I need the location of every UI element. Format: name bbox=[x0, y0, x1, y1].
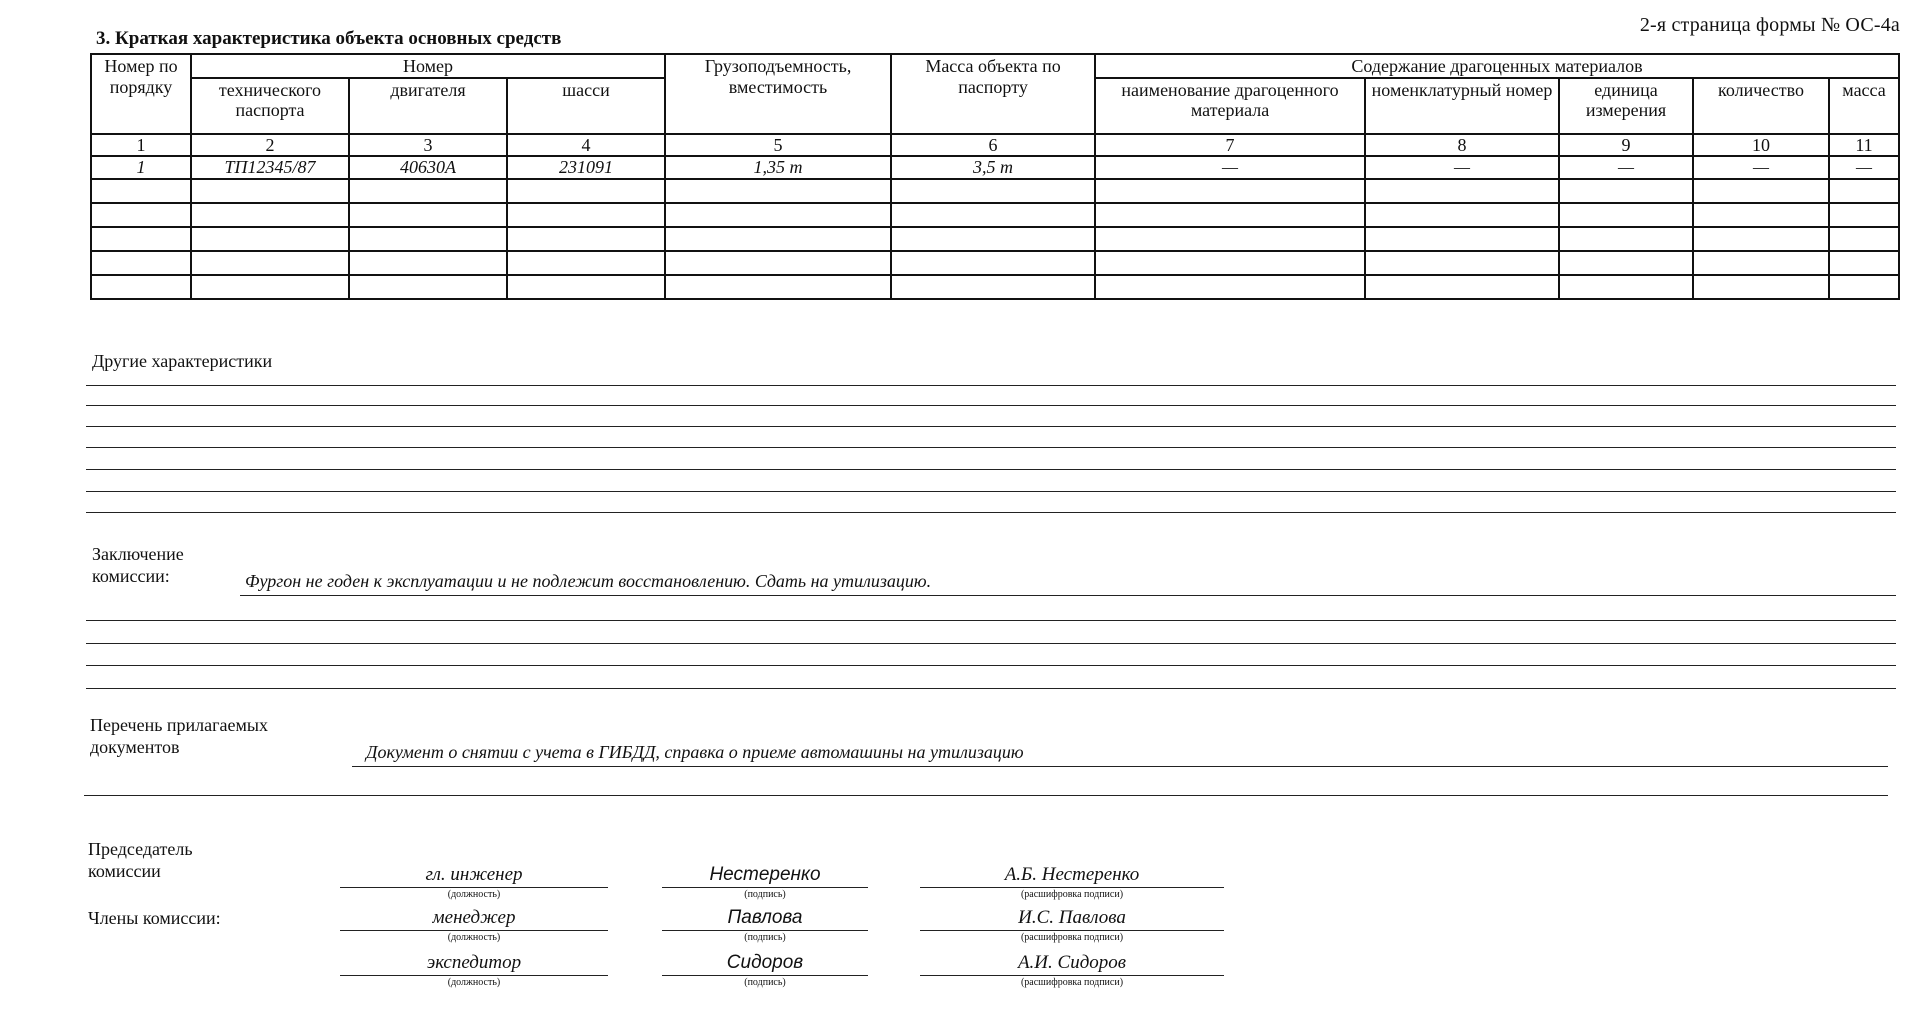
member2-name: А.И. Сидоров bbox=[920, 951, 1224, 976]
cell-unit: — bbox=[1559, 156, 1693, 179]
cell-precious-mass: — bbox=[1829, 156, 1899, 179]
blank-line bbox=[86, 620, 1896, 621]
member2-signature-field bbox=[662, 951, 868, 989]
blank-line bbox=[86, 512, 1896, 513]
blank-line bbox=[86, 385, 1896, 386]
member1-position-field bbox=[340, 906, 608, 944]
column-number: 3 bbox=[349, 134, 507, 157]
table-row bbox=[91, 251, 1899, 275]
section-title: 3. Краткая характеристика объекта основных средств bbox=[96, 28, 562, 49]
blank-line bbox=[352, 766, 1888, 767]
documents-label-line1: Перечень прилагаемых bbox=[90, 715, 268, 735]
chairman-label-line2: комиссии bbox=[88, 861, 161, 881]
chairman-name: А.Б. Нестеренко bbox=[920, 863, 1224, 888]
table-row bbox=[91, 203, 1899, 227]
blank-line bbox=[86, 643, 1896, 644]
chairman-position-field bbox=[340, 863, 608, 901]
conclusion-label bbox=[92, 543, 184, 587]
conclusion-text: Фургон не годен к эксплуатации и не подлежит восстановлению. Сдать на утилизацию. bbox=[245, 571, 932, 591]
members-label: Члены комиссии: bbox=[88, 908, 221, 928]
header-engine: двигателя bbox=[349, 78, 507, 134]
blank-line bbox=[86, 491, 1896, 492]
blank-line bbox=[240, 595, 1896, 596]
header-mass: Масса объекта по паспорту bbox=[891, 54, 1095, 134]
cell-chassis: 231091 bbox=[507, 156, 665, 179]
column-number-row bbox=[91, 134, 1899, 157]
cell-tech-passport: ТП12345/87 bbox=[191, 156, 349, 179]
signature-caption: (подпись) bbox=[744, 932, 786, 943]
decode-caption: (расшифровка подписи) bbox=[1020, 977, 1124, 988]
documents-label-line2: документов bbox=[90, 737, 180, 757]
header-number-group: Номер bbox=[191, 54, 665, 78]
table-row bbox=[91, 156, 1899, 179]
member2-position: экспедитор bbox=[340, 951, 608, 976]
column-number: 6 bbox=[891, 134, 1095, 157]
column-number: 2 bbox=[191, 134, 349, 157]
blank-line bbox=[86, 426, 1896, 427]
cell-engine: 40630А bbox=[349, 156, 507, 179]
header-nomenclature: номенклатурный номер bbox=[1365, 78, 1559, 134]
documents-label bbox=[90, 714, 268, 758]
member1-signature-field bbox=[662, 906, 868, 944]
blank-line bbox=[86, 688, 1896, 689]
column-number: 1 bbox=[91, 134, 191, 157]
column-number: 5 bbox=[665, 134, 891, 157]
signature-caption: (подпись) bbox=[744, 889, 786, 900]
header-chassis: шасси bbox=[507, 78, 665, 134]
documents-text: Документ о снятии с учета в ГИБДД, справка о приеме автомашины на утилизацию bbox=[366, 742, 1024, 762]
chairman-name-field bbox=[920, 863, 1224, 901]
column-number: 11 bbox=[1829, 134, 1899, 157]
column-number: 7 bbox=[1095, 134, 1365, 157]
blank-line bbox=[84, 795, 1888, 796]
table-row bbox=[91, 275, 1899, 299]
member2-name-field bbox=[920, 951, 1224, 989]
table-row bbox=[91, 227, 1899, 251]
header-tech-passport: технического паспорта bbox=[191, 78, 349, 134]
decode-caption: (расшифровка подписи) bbox=[1020, 889, 1124, 900]
member2-signature: Сидоров bbox=[662, 951, 868, 976]
chairman-signature: Нестеренко bbox=[662, 863, 868, 888]
header-capacity: Грузоподъемность, вместимость bbox=[665, 54, 891, 134]
column-number: 4 bbox=[507, 134, 665, 157]
cell-precious-name: — bbox=[1095, 156, 1365, 179]
cell-quantity: — bbox=[1693, 156, 1829, 179]
decode-caption: (расшифровка подписи) bbox=[1020, 932, 1124, 943]
header-precious-mass: масса bbox=[1829, 78, 1899, 134]
header-precious-group: Содержание драгоценных материалов bbox=[1095, 54, 1899, 78]
header-unit: единица измерения bbox=[1559, 78, 1693, 134]
chairman-label bbox=[88, 838, 193, 882]
chairman-position: гл. инженер bbox=[340, 863, 608, 888]
table-row bbox=[91, 179, 1899, 203]
member2-position-field bbox=[340, 951, 608, 989]
chairman-signature-field bbox=[662, 863, 868, 901]
cell-mass: 3,5 т bbox=[891, 156, 1095, 179]
cell-order-no: 1 bbox=[91, 156, 191, 179]
member1-signature: Павлова bbox=[662, 906, 868, 931]
blank-line bbox=[86, 469, 1896, 470]
conclusion-label-line2: комиссии: bbox=[92, 566, 170, 586]
column-number: 9 bbox=[1559, 134, 1693, 157]
chairman-label-line1: Председатель bbox=[88, 839, 193, 859]
position-caption: (должность) bbox=[447, 889, 501, 900]
member1-name-field bbox=[920, 906, 1224, 944]
blank-line bbox=[86, 665, 1896, 666]
header-order-no: Номер по порядку bbox=[91, 54, 191, 134]
position-caption: (должность) bbox=[447, 977, 501, 988]
blank-line bbox=[86, 447, 1896, 448]
cell-capacity: 1,35 т bbox=[665, 156, 891, 179]
column-number: 8 bbox=[1365, 134, 1559, 157]
header-precious-name: наименование драгоценного материала bbox=[1095, 78, 1365, 134]
position-caption: (должность) bbox=[447, 932, 501, 943]
column-number: 10 bbox=[1693, 134, 1829, 157]
blank-line bbox=[86, 405, 1896, 406]
cell-nomenclature: — bbox=[1365, 156, 1559, 179]
member1-position: менеджер bbox=[340, 906, 608, 931]
conclusion-label-line1: Заключение bbox=[92, 544, 184, 564]
member1-name: И.С. Павлова bbox=[920, 906, 1224, 931]
header-quantity: количество bbox=[1693, 78, 1829, 134]
form-code: 2-я страница формы № ОС-4а bbox=[1639, 14, 1900, 36]
characteristics-table bbox=[90, 53, 1900, 300]
signature-caption: (подпись) bbox=[744, 977, 786, 988]
other-characteristics-label: Другие характеристики bbox=[92, 351, 273, 371]
